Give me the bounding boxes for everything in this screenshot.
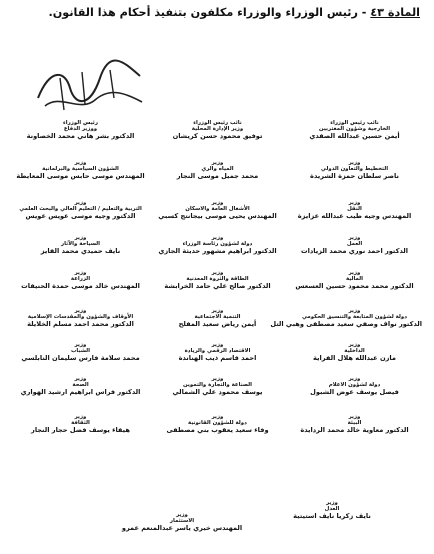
signatory-entry — [13, 200, 148, 221]
signatory-name: الدكتور معاوية خالد محمد الردايدة — [300, 426, 409, 434]
signatory-title: وزير — [348, 235, 361, 241]
signatory-name: الدكتور احمد نوري محمد الزيادات — [301, 247, 408, 255]
signatory-entry — [13, 414, 148, 435]
signatory-title: الزراعة — [70, 276, 91, 282]
signatory-title: الأوقاف والشؤون والمقدسات الإسلامية — [27, 314, 134, 320]
signatory-title: نائب رئيس الوزراء — [330, 120, 379, 126]
signatory-name: احمد قاسم ذيب الهناندة — [178, 354, 257, 362]
signatory-entry — [287, 120, 422, 141]
signatory-title: النقل — [347, 206, 362, 212]
signatory-title: وزير — [348, 376, 361, 382]
signatory-title: وزير — [348, 342, 361, 348]
signatory-entry — [13, 270, 148, 291]
signatory-name: المهندس وجيه طيب عبدالله عزايزة — [297, 212, 412, 220]
signatory-title: الطاقة والثروة المعدنية — [186, 276, 249, 282]
signatories-grid — [10, 120, 422, 540]
signatory-title: وزير — [74, 414, 87, 420]
signatory-name: وفاء سعيد يعقوب بني مصطفى — [166, 426, 269, 434]
signatory-name: يوسف محمود علي الشمالي — [172, 388, 263, 396]
signatory-title: الداخلية — [344, 348, 365, 354]
signatory-name: محمد سلامة فارس سليمان النابلسي — [21, 354, 140, 362]
signatory-name: ناصر سلطان حمزة الشريدة — [310, 172, 399, 180]
signatory-entry — [150, 376, 285, 397]
signatory-title: وزير — [74, 376, 87, 382]
signatory-entry — [150, 235, 285, 256]
signatory-title: وزير — [348, 270, 361, 276]
signatory-title: وزير — [348, 414, 361, 420]
signatory-entry — [287, 235, 422, 256]
signatory-name: الدكتور ابراهيم مشهور حديثة الجازي — [158, 247, 277, 255]
signatory-title: البيئة — [347, 420, 362, 426]
signatory-title: دولة للشؤون القانونية — [188, 420, 247, 426]
signatory-title: دولة لشؤون رئاسة الوزراء — [182, 241, 253, 247]
signatory-title: الشباب — [71, 348, 90, 354]
signatory-title: رئيس الوزراء — [63, 120, 98, 126]
royal-signature — [30, 58, 150, 118]
signatory-title: وزير — [211, 376, 224, 382]
signatory-name: المهندس خالد موسى حمدة الحنيفات — [21, 282, 140, 290]
signatory-name: أيمن رياض سعيد المفلح — [178, 320, 257, 328]
signatory-entry — [13, 342, 148, 363]
signatory-name: محمد جميل موسى النجار — [176, 172, 259, 180]
signatory-title: دولة لشؤون المتابعة والتنسيق الحكومي — [301, 314, 408, 320]
signatory-entry — [150, 342, 285, 363]
signatory-entry — [287, 270, 422, 291]
signatory-title: وزير — [211, 270, 224, 276]
signatory-title: وزير — [74, 270, 87, 276]
signatory-title: وزير — [74, 235, 87, 241]
signatory-title: الأشغال العامة والاسكان — [185, 206, 250, 212]
signatory-name: أيمن حسين عبدالله الصفدي — [309, 132, 400, 140]
signatory-title: وزير — [326, 500, 338, 506]
signatory-entry — [150, 160, 285, 181]
signatory-title: الاستثمار — [169, 518, 195, 524]
signatory-title: وزير — [74, 342, 87, 348]
signatory-title: وزير — [348, 308, 361, 314]
signatory-name: الدكتور بشر هاني محمد الخصاونة — [26, 132, 135, 140]
signatory-entry — [150, 308, 285, 329]
signatory-entry — [13, 308, 148, 329]
signatory-title: وزير — [74, 308, 87, 314]
signatory-entry — [287, 376, 422, 397]
signatory-title: الصحة — [72, 382, 89, 388]
article-text: - رئيس الوزراء والوزراء مكلفون بتنفيذ أحكام هذا القانون. — [48, 6, 367, 19]
signatory-entry — [287, 342, 422, 363]
signatory-name: الدكتور نواف وصفي سعيد مصطفى وهبي التل — [270, 320, 422, 328]
signatory-title: وزير — [211, 414, 224, 420]
signatories-column-middle — [148, 120, 285, 540]
signatory-name: الدكتور محمد احمد مسلم الخلايلة — [27, 320, 134, 328]
signatory-entry — [287, 160, 422, 181]
signatory-title: وزير — [74, 160, 87, 166]
signatory-title: التنمية الاجتماعية — [194, 314, 241, 320]
signatory-name: الدكتور صالح علي حامد الخرابشة — [164, 282, 271, 290]
signatory-name: نايف زكريا نايف استيتية — [293, 512, 371, 520]
signatory-name: نايف حميدي محمد الفايز — [40, 247, 121, 255]
signatory-title: وزير — [211, 235, 224, 241]
signatory-name: مازن عبدالله هلال الفراية — [313, 354, 396, 362]
signatory-name: هيفاء يوسف فضل حجار النجار — [31, 426, 130, 434]
signatory-title: الخارجية وشؤون المغتربين — [318, 126, 391, 132]
signatory-title: المالية — [345, 276, 363, 282]
signatory-title: السياحة والآثار — [61, 241, 100, 247]
signatory-name: الدكتور محمد محمود حسين العسعس — [295, 282, 414, 290]
signatory-entry — [13, 235, 148, 256]
signatory-title: وزير الإدارة المحلية — [191, 126, 244, 132]
signatory-entry — [13, 376, 148, 397]
signatory-name: فيصل يوسف عوض الشبول — [310, 388, 399, 396]
signatory-entry — [270, 308, 422, 329]
signatories-column-left — [11, 120, 148, 540]
article-number: المادة ٤٣ — [370, 6, 420, 19]
signatory-entry — [92, 512, 272, 533]
article-heading — [10, 4, 420, 22]
signatory-title: وزير — [211, 160, 224, 166]
signatory-name: توفيق محمود حسن كريشان — [172, 132, 263, 140]
signatory-title: الشؤون السياسية والبرلمانية — [42, 166, 119, 172]
signatory-title: التخطيط والتعاون الدولي — [320, 166, 389, 172]
signatory-name: المهندس خيري ياسر عبدالمنعم عمرو — [121, 524, 243, 532]
signatory-title: وزير — [348, 160, 361, 166]
signatory-name: المهندس يحيى موسى بيجانتج كسبي — [158, 212, 277, 220]
signatory-title: المياه والري — [201, 166, 234, 172]
signatory-entry — [150, 414, 285, 435]
signatory-title: وزير — [176, 512, 188, 518]
signatory-name: الدكتور فراس ابراهيم ارشيد الهواري — [20, 388, 141, 396]
signatory-title: وزير — [211, 200, 224, 206]
signatory-name: المهندس موسى حابس موسى المعايطة — [16, 172, 145, 180]
signatory-title: وزير — [348, 200, 361, 206]
signatory-title: ووزير الدفاع — [63, 126, 98, 132]
signatory-title: الصناعة والتجارة والتموين — [182, 382, 253, 388]
signatory-entry — [150, 200, 285, 221]
signatory-entry — [150, 120, 285, 141]
signatory-title: الثقافة — [71, 420, 90, 426]
signatory-title: دولة لشؤون الاعلام — [328, 382, 381, 388]
signatory-title: التربية والتعليم / التعليم العالي والبحث العلمي — [19, 206, 142, 212]
signatory-title: وزير — [211, 342, 224, 348]
signatory-title: وزير — [211, 308, 224, 314]
signatory-entry — [287, 200, 422, 221]
signatory-name: الدكتور وجيه موسى عويس عويس — [25, 212, 136, 220]
signatories-bottom-row — [10, 500, 422, 530]
signatory-title: العدل — [324, 506, 340, 512]
signatory-title: نائب رئيس الوزراء — [193, 120, 242, 126]
signatory-entry — [13, 120, 148, 141]
signatory-title: العمل — [346, 241, 363, 247]
signatories-column-right — [270, 120, 422, 540]
signatory-entry — [150, 270, 285, 291]
signatory-entry — [13, 160, 148, 181]
signatory-title: الاقتصاد الرقمي والريادة — [184, 348, 251, 354]
signatory-entry — [287, 414, 422, 435]
signatory-title: وزير — [74, 200, 87, 206]
